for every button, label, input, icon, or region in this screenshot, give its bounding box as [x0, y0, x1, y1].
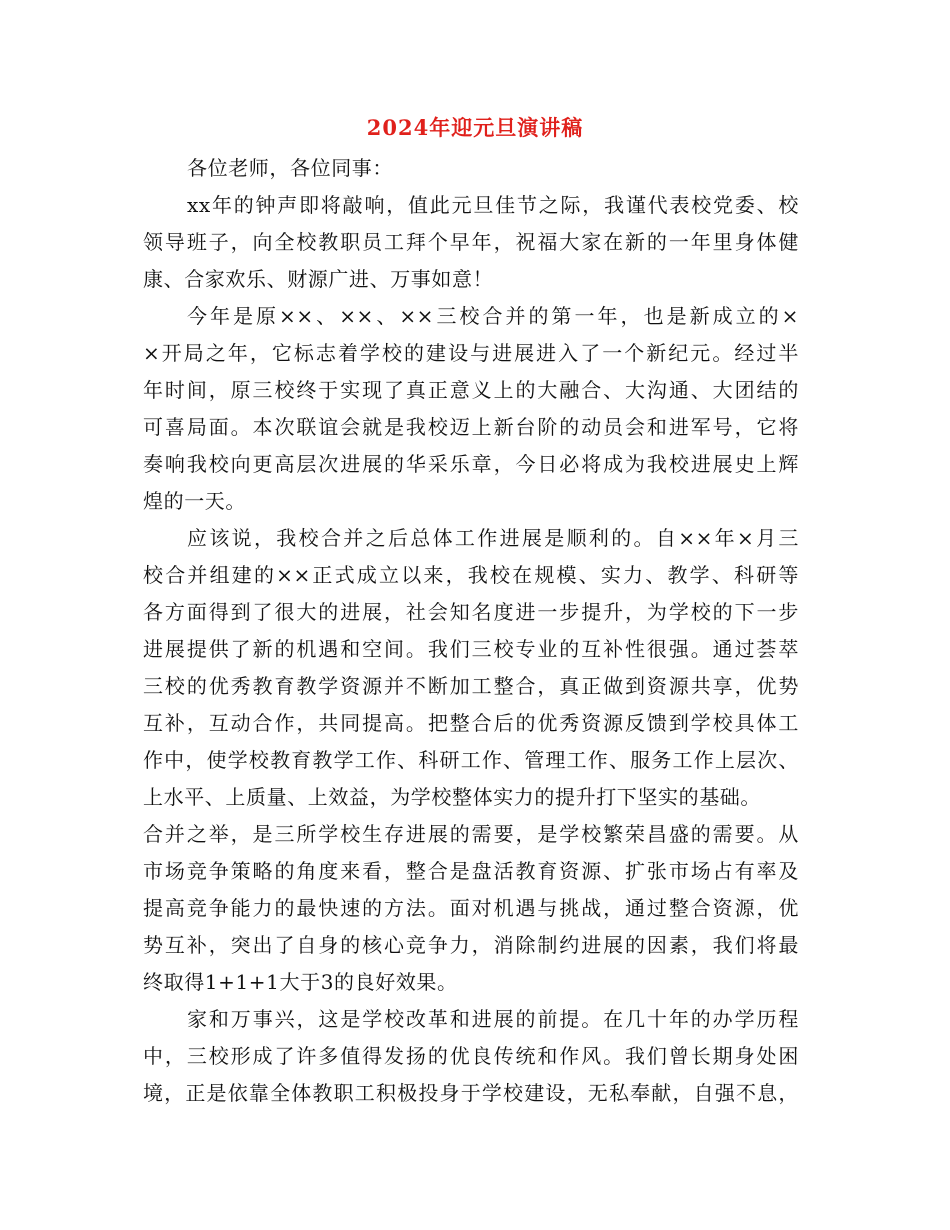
- body-text-line: 煌的一天。: [143, 489, 246, 513]
- body-text-line: 家和万事兴，这是学校改革和进展的前提。在几十年的办学历程: [187, 1007, 799, 1031]
- body-text-line: 势互补，突出了自身的核心竞争力，消除制约进展的因素，我们将最: [143, 933, 799, 957]
- body-text-line: 境，正是依靠全体教职工积极投身于学校建设，无私奉献，自强不息，: [143, 1081, 799, 1105]
- body-text-line: 康、合家欢乐、财源广进、万事如意！: [143, 267, 494, 291]
- body-text-line: 各方面得到了很大的进展，社会知名度进一步提升，为学校的下一步: [143, 600, 799, 624]
- body-text-line: 进展提供了新的机遇和空间。我们三校专业的互补性很强。通过荟萃: [143, 637, 799, 661]
- body-text-line: 合并之举，是三所学校生存进展的需要，是学校繁荣昌盛的需要。从: [143, 822, 799, 846]
- body-text-line: ×开局之年，它标志着学校的建设与进展进入了一个新纪元。经过半: [143, 341, 799, 365]
- body-text-line: 可喜局面。本次联谊会就是我校迈上新台阶的动员会和进军号，它将: [143, 415, 799, 439]
- body-text-line: 校合并组建的××正式成立以来，我校在规模、实力、教学、科研等: [143, 563, 799, 587]
- body-text-line: 今年是原××、××、××三校合并的第一年，也是新成立的×: [187, 304, 799, 328]
- body-text-line: 作中，使学校教育教学工作、科研工作、管理工作、服务工作上层次、: [143, 748, 799, 772]
- body-text-line: 上水平、上质量、上效益，为学校整体实力的提升打下坚实的基础。: [143, 785, 761, 809]
- body-text-line: 提高竞争能力的最快速的方法。面对机遇与挑战，通过整合资源，优: [143, 896, 799, 920]
- body-text-line: 中，三校形成了许多值得发扬的优良传统和作风。我们曾长期身处困: [143, 1044, 799, 1068]
- body-text-line: 年时间，原三校终于实现了真正意义上的大融合、大沟通、大团结的: [143, 378, 799, 402]
- body-text-line: 各位老师，各位同事：: [187, 156, 393, 180]
- document-title: 2024年迎元旦演讲稿: [366, 115, 584, 140]
- body-text-line: 互补，互动合作，共同提高。把整合后的优秀资源反馈到学校具体工: [143, 711, 799, 735]
- body-text-line: 应该说，我校合并之后总体工作进展是顺利的。自××年×月三: [187, 526, 799, 550]
- body-text-line: 终取得1+1+1大于3的良好效果。: [143, 970, 458, 994]
- document-body: [143, 150, 799, 1112]
- body-text-line: 市场竞争策略的角度来看，整合是盘活教育资源、扩张市场占有率及: [143, 859, 799, 883]
- body-text-line: 三校的优秀教育教学资源并不断加工整合，真正做到资源共享，优势: [143, 674, 799, 698]
- body-text-line: 奏响我校向更高层次进展的华采乐章，今日必将成为我校进展史上辉: [143, 452, 799, 476]
- body-text-line: xx年的钟声即将敲响，值此元旦佳节之际，我谨代表校党委、校: [187, 193, 799, 217]
- body-text-line: 领导班子，向全校教职员工拜个早年，祝福大家在新的一年里身体健: [143, 230, 799, 254]
